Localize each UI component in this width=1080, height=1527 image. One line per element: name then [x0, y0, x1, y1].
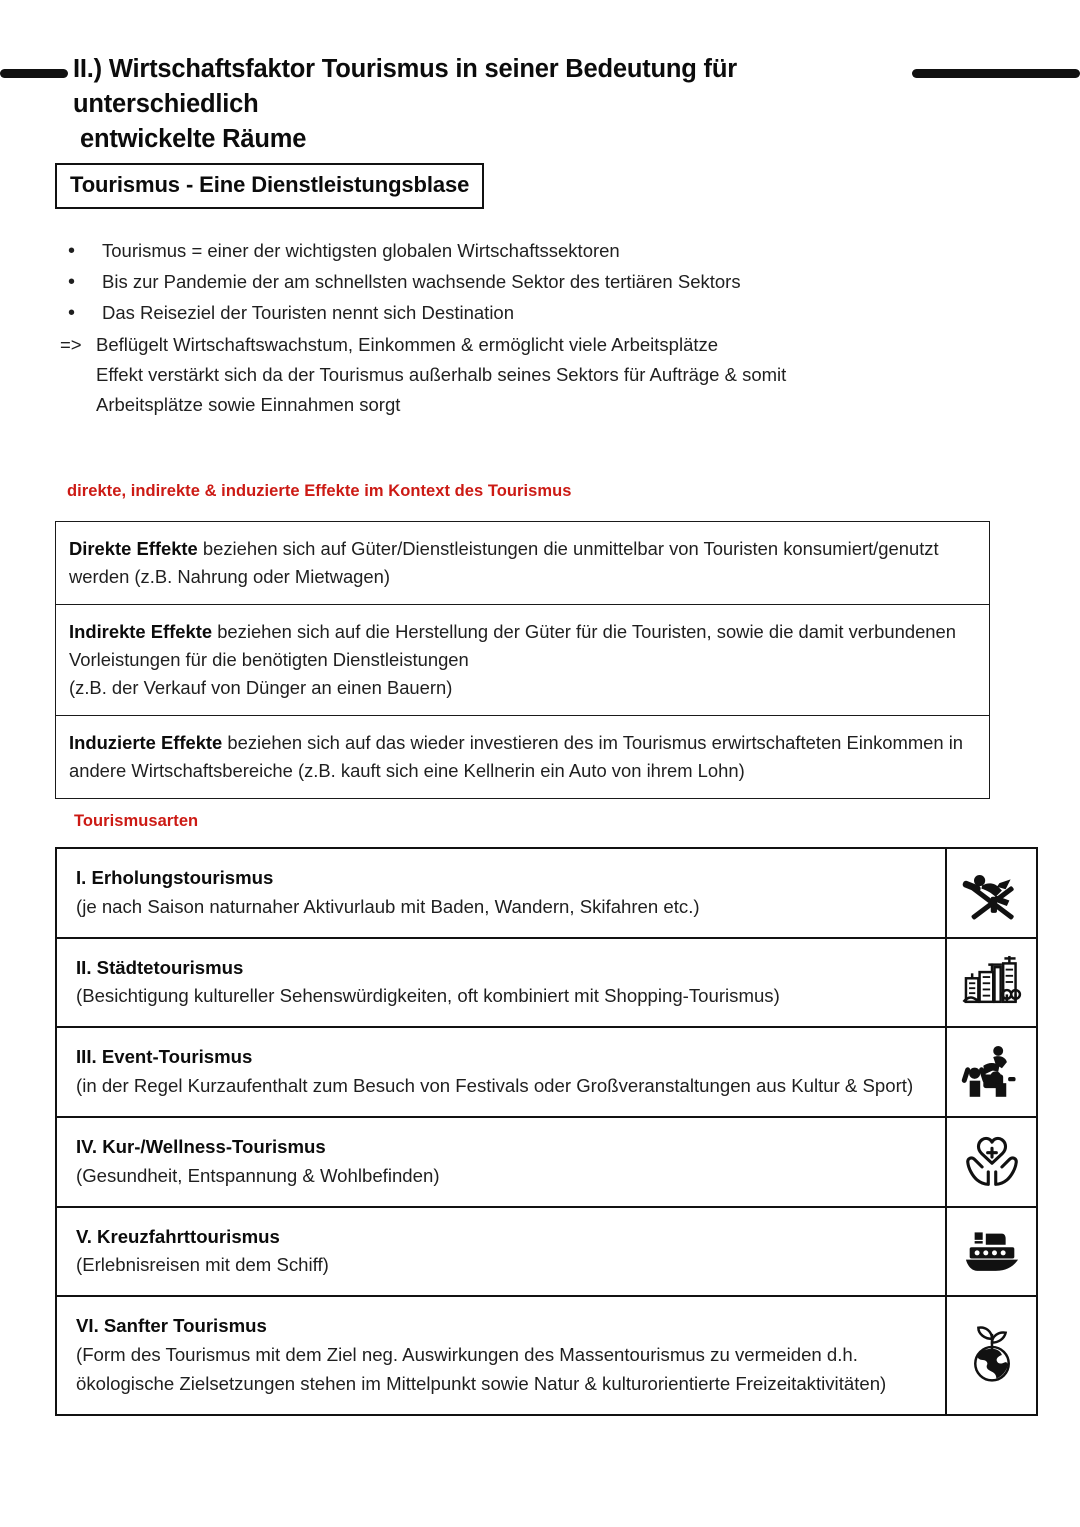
conclusion-line-3: Arbeitsplätze sowie Einnahmen sorgt: [96, 393, 401, 415]
table-row: [56, 522, 989, 604]
list-item-text: Bis zur Pandemie der am schnellsten wachsende Sektor des tertiären Sektors: [102, 271, 741, 292]
tourism-types-table: [55, 847, 1038, 1416]
type-description: (Besichtigung kultureller Sehenswürdigkeiten, oft kombiniert mit Shopping-Tourismus): [76, 985, 780, 1007]
page-title-line1: II.) Wirtschaftsfaktor Tourismus in seiner Bedeutung für unterschiedlich: [73, 55, 737, 119]
type-text-cell: [57, 1297, 945, 1413]
bullet-dot-icon: •: [68, 271, 76, 293]
type-title: III. Event-Tourismus: [76, 1046, 253, 1068]
conclusion-text: [96, 330, 960, 360]
effect-term: Indirekte Effekte: [69, 620, 213, 642]
table-row: [57, 1206, 1036, 1296]
hands-heart-cross-icon: [945, 1118, 1036, 1206]
deckchair-sunbather-icon: [945, 849, 1036, 937]
list-item: [60, 267, 960, 298]
city-skyline-icon: [945, 939, 1036, 1027]
list-item-text: Tourismus = einer der wichtigsten globalen Wirtschaftssektoren: [102, 240, 620, 261]
type-description: (Gesundheit, Entspannung & Wohlbefinden): [76, 1164, 440, 1186]
list-item: [60, 236, 960, 267]
conclusion-block: [60, 330, 960, 360]
header-rule-right: [912, 69, 1080, 78]
conclusion-line-2: Effekt verstärkt sich da der Tourismus außerhalb seines Sektors für Aufträge & somit: [96, 363, 787, 385]
table-row: [57, 849, 1036, 937]
type-description: (Form des Tourismus mit dem Ziel neg. Auswirkungen des Massentourismus zu vermeiden d.h. ökologische Zielsetzungen stehen im Mittelpunkt sowie Natur & kulturorientierte Freizeitaktivitäten): [76, 1343, 887, 1394]
type-description: (je nach Saison naturnaher Aktivurlaub mit Baden, Wandern, Skifahren etc.): [76, 895, 700, 917]
document-header: [0, 52, 1080, 158]
type-description: (in der Regel Kurzaufenthalt zum Besuch von Festivals oder Großveranstaltungen aus Kultur & Sport): [76, 1075, 914, 1097]
table-row: [57, 937, 1036, 1027]
type-description: (Erlebnisreisen mit dem Schiff): [76, 1254, 329, 1276]
type-title: I. Erholungstourismus: [76, 867, 274, 888]
table-row: [56, 604, 989, 715]
effect-body-2: (z.B. der Verkauf von Dünger an einen Bauern): [69, 676, 453, 698]
table-row: [57, 1295, 1036, 1413]
effect-term: Induzierte Effekte: [69, 731, 223, 753]
type-text-cell: [57, 849, 945, 937]
type-text-cell: [57, 1118, 945, 1206]
conclusion-line-1: Beflügelt Wirtschaftswachstum, Einkommen & ermöglicht viele Arbeitsplätze: [96, 334, 719, 355]
list-item-text: Das Reiseziel der Touristen nennt sich Destination: [102, 302, 515, 323]
bullet-dot-icon: •: [68, 302, 76, 324]
effect-body: beziehen sich auf die Herstellung der Güter für die Touristen, sowie die damit verbundenen Vorleistungen für die benötigten Dienstleistungen: [69, 620, 956, 670]
effect-body: beziehen sich auf Güter/Dienstleistungen die unmittelbar von Touristen konsumiert/genutzt werden (z.B. Nahrung oder Mietwagen): [69, 538, 939, 587]
table-row: [57, 1026, 1036, 1116]
bullet-dot-icon: •: [68, 240, 76, 262]
boxed-subtitle: Tourismus - Eine Dienstleistungsblase: [55, 163, 484, 209]
effect-term: Direkte Effekte: [69, 538, 198, 559]
globe-sprout-icon: [945, 1297, 1036, 1413]
page-title-line2: entwickelte Räume: [80, 125, 307, 154]
type-title: VI. Sanfter Tourismus: [76, 1315, 267, 1337]
effects-section-heading: direkte, indirekte & induzierte Effekte im Kontext des Tourismus: [67, 482, 572, 500]
list-item: [60, 298, 960, 329]
type-title: IV. Kur-/Wellness-Tourismus: [76, 1135, 326, 1157]
concert-crowd-icon: [945, 1028, 1036, 1116]
type-text-cell: [57, 939, 945, 1027]
header-rule-left: [0, 69, 68, 78]
cruise-ship-icon: [945, 1208, 1036, 1296]
types-section-heading: Tourismusarten: [74, 812, 199, 830]
page-title: [68, 52, 888, 158]
type-title: V. Kreuzfahrttourismus: [76, 1225, 280, 1247]
effect-body: beziehen sich auf das wieder investieren des im Tourismus erwirtschafteten Einkommen in andere Wirtschaftsbereiche (z.B. kauft sich eine Kellnerin ein Auto von ihrem Lohn): [69, 731, 964, 781]
type-title: II. Städtetourismus: [76, 956, 244, 978]
type-text-cell: [57, 1028, 945, 1116]
type-text-cell: [57, 1208, 945, 1296]
table-row: [57, 1116, 1036, 1206]
table-row: [56, 715, 989, 798]
intro-bullet-list: [60, 236, 960, 420]
arrow-marker-icon: =>: [60, 334, 82, 355]
effects-table: [55, 521, 990, 799]
